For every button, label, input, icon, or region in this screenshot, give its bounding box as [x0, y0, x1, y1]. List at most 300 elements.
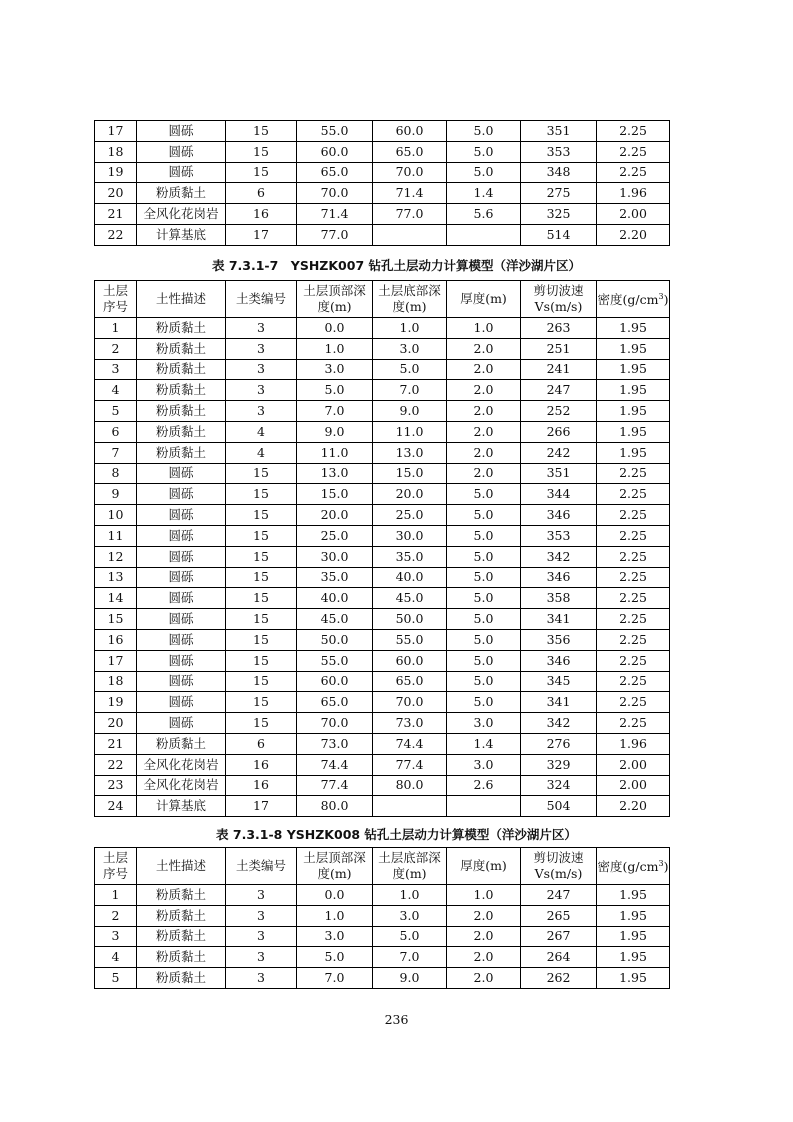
- table-cell: 计算基底: [137, 224, 226, 245]
- table-cell: 5.0: [447, 629, 521, 650]
- table-cell: 25.0: [373, 505, 447, 526]
- table-row: [95, 650, 670, 671]
- table-cell: 3: [226, 338, 297, 359]
- table-cell: 5.0: [447, 505, 521, 526]
- table-row: [95, 567, 670, 588]
- table-cell: 342: [521, 546, 597, 567]
- table-cell: 圆砾: [137, 692, 226, 713]
- table-cell: 35.0: [373, 546, 447, 567]
- table-cell: 13.0: [373, 442, 447, 463]
- header-row: [95, 848, 670, 885]
- table-cell: 356: [521, 629, 597, 650]
- header-soil-desc: 土性描述: [137, 281, 226, 318]
- table-cell: 粉质黏土: [137, 905, 226, 926]
- table-cell: 2.25: [597, 567, 670, 588]
- table-cell: 276: [521, 733, 597, 754]
- table-cell: 11.0: [297, 442, 373, 463]
- table-cell: 2.0: [447, 463, 521, 484]
- table-row: [95, 338, 670, 359]
- table-cell: 324: [521, 775, 597, 796]
- table-row: [95, 525, 670, 546]
- table-cell: 15: [226, 463, 297, 484]
- table-cell: 5.0: [297, 947, 373, 968]
- table-cell: 7.0: [373, 947, 447, 968]
- table-cell: 2.0: [447, 421, 521, 442]
- table-cell: 4: [95, 947, 137, 968]
- table-cell: 15: [226, 650, 297, 671]
- table-cell: 3: [226, 318, 297, 339]
- table-cell: 10: [95, 505, 137, 526]
- header-bottom-depth: 土层底部深 度(m): [373, 848, 447, 885]
- table-cell: 342: [521, 713, 597, 734]
- table-row: [95, 505, 670, 526]
- table-cell: 2.00: [597, 775, 670, 796]
- header-shear-velocity: 剪切波速 Vs(m/s): [521, 281, 597, 318]
- table-cell: 20: [95, 713, 137, 734]
- table-cell: 3.0: [447, 754, 521, 775]
- table-cell: 2.0: [447, 442, 521, 463]
- table-cell: 3: [226, 380, 297, 401]
- table-cell: 247: [521, 885, 597, 906]
- table-cell: 20.0: [373, 484, 447, 505]
- table-cell: 4: [226, 442, 297, 463]
- table-cell: [447, 224, 521, 245]
- table-cell: 15: [226, 629, 297, 650]
- table-cell: 3: [226, 359, 297, 380]
- table-cell: 圆砾: [137, 650, 226, 671]
- table-cell: 1.95: [597, 905, 670, 926]
- header-top-depth: 土层顶部深 度(m): [297, 281, 373, 318]
- table-cell: 275: [521, 183, 597, 204]
- table-yshzk008: [94, 847, 670, 989]
- table-cell: 圆砾: [137, 546, 226, 567]
- table-cell: 3.0: [447, 713, 521, 734]
- table-cell: 9.0: [373, 968, 447, 989]
- table-cell: 2.25: [597, 650, 670, 671]
- table-cell: 65.0: [297, 692, 373, 713]
- table-cell: 17: [95, 650, 137, 671]
- header-thickness: 厚度(m): [447, 281, 521, 318]
- table-cell: 341: [521, 609, 597, 630]
- table-cell: 341: [521, 692, 597, 713]
- table-cell: 5.0: [447, 588, 521, 609]
- table-cell: 圆砾: [137, 713, 226, 734]
- table-cell: 3.0: [297, 359, 373, 380]
- table-cell: 50.0: [297, 629, 373, 650]
- table-cell: 2.25: [597, 671, 670, 692]
- table-cell: 3: [226, 968, 297, 989]
- table-cell: 71.4: [297, 204, 373, 225]
- table-cell: 21: [95, 204, 137, 225]
- table-row: [95, 609, 670, 630]
- table-cell: 粉质黏土: [137, 926, 226, 947]
- table-cell: 80.0: [297, 796, 373, 817]
- table-cell: 2.6: [447, 775, 521, 796]
- table-cell: 30.0: [297, 546, 373, 567]
- header-soil-code: 土类编号: [226, 281, 297, 318]
- table-cell: 60.0: [373, 121, 447, 142]
- table-cell: 15: [226, 525, 297, 546]
- table-cell: 圆砾: [137, 671, 226, 692]
- table-cell: 15: [226, 121, 297, 142]
- table-cell: 346: [521, 650, 597, 671]
- table-cell: [373, 796, 447, 817]
- table-cell: 粉质黏土: [137, 359, 226, 380]
- table-cell: 73.0: [373, 713, 447, 734]
- table-cell: 3: [226, 947, 297, 968]
- table-cell: 7: [95, 442, 137, 463]
- header-soil-code: 土类编号: [226, 848, 297, 885]
- table-cell: 5.0: [447, 650, 521, 671]
- header-layer-no: 土层 序号: [95, 281, 137, 318]
- table-cell: 2.25: [597, 629, 670, 650]
- table-cell: 74.4: [373, 733, 447, 754]
- table-cell: 1.95: [597, 442, 670, 463]
- table-yshzk008-body: [95, 885, 670, 989]
- table-cell: 35.0: [297, 567, 373, 588]
- table-cell: 24: [95, 796, 137, 817]
- table-cell: 粉质黏土: [137, 380, 226, 401]
- table-row: [95, 463, 670, 484]
- table-cell: 圆砾: [137, 484, 226, 505]
- table-cell: 圆砾: [137, 525, 226, 546]
- table-row: [95, 796, 670, 817]
- table-cell: 23: [95, 775, 137, 796]
- table-cell: 251: [521, 338, 597, 359]
- table-cell: 15: [226, 588, 297, 609]
- table-cell: 325: [521, 204, 597, 225]
- table-cell: 5.0: [447, 525, 521, 546]
- table-cell: 圆砾: [137, 505, 226, 526]
- table-cell: 2.25: [597, 609, 670, 630]
- table-7-3-1-8-caption: 表 7.3.1-8 YSHZK008 钻孔土层动力计算模型（洋沙湖片区）: [216, 827, 577, 842]
- table-cell: 16: [95, 629, 137, 650]
- table-cell: 1.4: [447, 183, 521, 204]
- table-continued-body: [95, 121, 670, 246]
- table-cell: 7.0: [373, 380, 447, 401]
- table-cell: 2.0: [447, 905, 521, 926]
- table-row: [95, 380, 670, 401]
- table-cell: 6: [226, 183, 297, 204]
- table-cell: 5.0: [447, 567, 521, 588]
- table-cell: 19: [95, 692, 137, 713]
- table-cell: 6: [95, 421, 137, 442]
- table-cell: 5: [95, 401, 137, 422]
- table-cell: 5.0: [447, 671, 521, 692]
- table-cell: 15: [226, 505, 297, 526]
- header-soil-desc: 土性描述: [137, 848, 226, 885]
- table-cell: 73.0: [297, 733, 373, 754]
- table-cell: 514: [521, 224, 597, 245]
- table-cell: 70.0: [373, 692, 447, 713]
- table-cell: 3.0: [373, 338, 447, 359]
- table-cell: 5.0: [447, 121, 521, 142]
- table-row: [95, 775, 670, 796]
- table-cell: 351: [521, 121, 597, 142]
- table-continued: [94, 120, 670, 246]
- table-cell: 17: [226, 224, 297, 245]
- table-cell: 344: [521, 484, 597, 505]
- table-cell: 9.0: [297, 421, 373, 442]
- table-cell: 全风化花岗岩: [137, 204, 226, 225]
- table-cell: 5.0: [447, 141, 521, 162]
- table-cell: 2.25: [597, 463, 670, 484]
- table-cell: 粉质黏土: [137, 947, 226, 968]
- table-cell: 2.0: [447, 947, 521, 968]
- table-cell: 22: [95, 754, 137, 775]
- table-row: [95, 224, 670, 245]
- table-cell: 粉质黏土: [137, 968, 226, 989]
- table-row: [95, 713, 670, 734]
- table-cell: 77.4: [297, 775, 373, 796]
- table-cell: 粉质黏土: [137, 885, 226, 906]
- table-cell: 20: [95, 183, 137, 204]
- table-cell: 345: [521, 671, 597, 692]
- table-cell: 2.25: [597, 121, 670, 142]
- table-row: [95, 671, 670, 692]
- table-cell: 5: [95, 968, 137, 989]
- table-cell: 14: [95, 588, 137, 609]
- table-cell: 2.25: [597, 525, 670, 546]
- table-cell: 15: [226, 162, 297, 183]
- table-cell: 2.25: [597, 505, 670, 526]
- table-cell: 11.0: [373, 421, 447, 442]
- table-cell: 263: [521, 318, 597, 339]
- table-cell: 1.95: [597, 318, 670, 339]
- table-cell: 13: [95, 567, 137, 588]
- table-cell: 241: [521, 359, 597, 380]
- table-cell: 252: [521, 401, 597, 422]
- table-cell: 15: [226, 671, 297, 692]
- table-cell: 1.95: [597, 380, 670, 401]
- table-cell: 3: [226, 401, 297, 422]
- table-cell: 5.0: [373, 926, 447, 947]
- table-row: [95, 546, 670, 567]
- table-row: [95, 968, 670, 989]
- table-cell: 60.0: [297, 141, 373, 162]
- table-row: [95, 733, 670, 754]
- table-cell: 1.0: [447, 885, 521, 906]
- table-cell: 1.95: [597, 968, 670, 989]
- table-cell: 351: [521, 463, 597, 484]
- table-cell: 15.0: [297, 484, 373, 505]
- table-cell: 1.95: [597, 885, 670, 906]
- table-cell: 圆砾: [137, 463, 226, 484]
- table-cell: 267: [521, 926, 597, 947]
- table-row: [95, 629, 670, 650]
- table-row: [95, 947, 670, 968]
- table-cell: 353: [521, 525, 597, 546]
- table-cell: 7.0: [297, 968, 373, 989]
- table-cell: 1.95: [597, 359, 670, 380]
- table-cell: 55.0: [297, 121, 373, 142]
- table-cell: 5.0: [447, 162, 521, 183]
- table-cell: 21: [95, 733, 137, 754]
- table-cell: 16: [226, 775, 297, 796]
- table-cell: 30.0: [373, 525, 447, 546]
- table-cell: 17: [95, 121, 137, 142]
- table-cell: [447, 796, 521, 817]
- table-cell: 3.0: [373, 905, 447, 926]
- table-cell: 2.25: [597, 713, 670, 734]
- table-row: [95, 359, 670, 380]
- table-cell: 2: [95, 338, 137, 359]
- table-cell: 全风化花岗岩: [137, 754, 226, 775]
- table-cell: 3: [95, 926, 137, 947]
- table-cell: 5.0: [447, 546, 521, 567]
- table-cell: 9: [95, 484, 137, 505]
- table-cell: 77.4: [373, 754, 447, 775]
- table-row: [95, 692, 670, 713]
- table-cell: 1.0: [447, 318, 521, 339]
- table-cell: 粉质黏土: [137, 401, 226, 422]
- table-row: [95, 754, 670, 775]
- page-number: 236: [384, 1012, 409, 1027]
- table-cell: 15: [226, 546, 297, 567]
- table-cell: 2.0: [447, 926, 521, 947]
- table-row: [95, 204, 670, 225]
- table-cell: 13.0: [297, 463, 373, 484]
- table-cell: 346: [521, 567, 597, 588]
- table-cell: 2.0: [447, 968, 521, 989]
- table-cell: 2.0: [447, 401, 521, 422]
- table-cell: 264: [521, 947, 597, 968]
- table-cell: 1.0: [297, 338, 373, 359]
- table-cell: 346: [521, 505, 597, 526]
- table-cell: 15: [226, 692, 297, 713]
- table-cell: 65.0: [373, 671, 447, 692]
- table-cell: 74.4: [297, 754, 373, 775]
- table-row: [95, 162, 670, 183]
- table-cell: 8: [95, 463, 137, 484]
- table-cell: 18: [95, 671, 137, 692]
- table-cell: 22: [95, 224, 137, 245]
- table-row: [95, 121, 670, 142]
- table-cell: 5.0: [447, 484, 521, 505]
- table-cell: 50.0: [373, 609, 447, 630]
- table-row: [95, 926, 670, 947]
- table-cell: 1.95: [597, 401, 670, 422]
- table-cell: 71.4: [373, 183, 447, 204]
- table-cell: 计算基底: [137, 796, 226, 817]
- table-cell: 0.0: [297, 318, 373, 339]
- table-yshzk007-body: [95, 318, 670, 817]
- table-cell: 1.95: [597, 421, 670, 442]
- table-cell: 266: [521, 421, 597, 442]
- table-cell: 粉质黏土: [137, 338, 226, 359]
- table-cell: 5.0: [297, 380, 373, 401]
- table-cell: 70.0: [373, 162, 447, 183]
- table-cell: 70.0: [297, 713, 373, 734]
- table-cell: 12: [95, 546, 137, 567]
- table-cell: 3: [226, 885, 297, 906]
- table-cell: 4: [95, 380, 137, 401]
- table-cell: 2.20: [597, 224, 670, 245]
- table-cell: 60.0: [373, 650, 447, 671]
- table-cell: 25.0: [297, 525, 373, 546]
- table-cell: 504: [521, 796, 597, 817]
- table-cell: 3: [95, 359, 137, 380]
- table-cell: 15: [226, 567, 297, 588]
- table-row: [95, 905, 670, 926]
- table-cell: 55.0: [297, 650, 373, 671]
- table-cell: 0.0: [297, 885, 373, 906]
- table-cell: 15: [226, 609, 297, 630]
- table-cell: 5.0: [373, 359, 447, 380]
- table-cell: 77.0: [373, 204, 447, 225]
- table-cell: 247: [521, 380, 597, 401]
- table-cell: 2: [95, 905, 137, 926]
- table-row: [95, 421, 670, 442]
- table-cell: 5.0: [447, 609, 521, 630]
- header-shear-velocity: 剪切波速 Vs(m/s): [521, 848, 597, 885]
- table-cell: 358: [521, 588, 597, 609]
- table-cell: 2.0: [447, 380, 521, 401]
- table-cell: 2.25: [597, 588, 670, 609]
- table-cell: 圆砾: [137, 162, 226, 183]
- table-cell: 348: [521, 162, 597, 183]
- table-row: [95, 318, 670, 339]
- table-cell: 60.0: [297, 671, 373, 692]
- header-density: 密度$(g/cm^3)$: [597, 848, 670, 885]
- table-cell: 9.0: [373, 401, 447, 422]
- table-cell: 40.0: [297, 588, 373, 609]
- table-cell: [373, 224, 447, 245]
- table-cell: 15: [226, 141, 297, 162]
- table-cell: 2.25: [597, 162, 670, 183]
- table-cell: 3: [226, 905, 297, 926]
- table-cell: 1.96: [597, 733, 670, 754]
- table-yshzk007: [94, 280, 670, 817]
- table-cell: 45.0: [373, 588, 447, 609]
- table-cell: 1.95: [597, 926, 670, 947]
- table-cell: 圆砾: [137, 588, 226, 609]
- table-cell: 65.0: [373, 141, 447, 162]
- table-cell: 329: [521, 754, 597, 775]
- table-cell: 圆砾: [137, 121, 226, 142]
- table-cell: 262: [521, 968, 597, 989]
- table-cell: 15: [95, 609, 137, 630]
- table-cell: 265: [521, 905, 597, 926]
- table-cell: 粉质黏土: [137, 318, 226, 339]
- table-cell: 5.0: [447, 692, 521, 713]
- table-cell: 20.0: [297, 505, 373, 526]
- table-cell: 45.0: [297, 609, 373, 630]
- table-row: [95, 401, 670, 422]
- table-cell: 1.95: [597, 947, 670, 968]
- table-cell: 3: [226, 926, 297, 947]
- table-cell: 粉质黏土: [137, 183, 226, 204]
- table-cell: 4: [226, 421, 297, 442]
- table-cell: 1.0: [373, 318, 447, 339]
- header-density: 密度$(g/cm^3)$: [597, 281, 670, 318]
- table-cell: 18: [95, 141, 137, 162]
- table-cell: 16: [226, 754, 297, 775]
- table-cell: 2.00: [597, 754, 670, 775]
- table-cell: 粉质黏土: [137, 733, 226, 754]
- header-top-depth: 土层顶部深 度(m): [297, 848, 373, 885]
- table-cell: 6: [226, 733, 297, 754]
- header-bottom-depth: 土层底部深 度(m): [373, 281, 447, 318]
- table-cell: 7.0: [297, 401, 373, 422]
- table-cell: 15: [226, 484, 297, 505]
- table-cell: 1.0: [297, 905, 373, 926]
- table-cell: 55.0: [373, 629, 447, 650]
- table-cell: 2.20: [597, 796, 670, 817]
- table-cell: 2.25: [597, 546, 670, 567]
- table-cell: 3.0: [297, 926, 373, 947]
- table-cell: 77.0: [297, 224, 373, 245]
